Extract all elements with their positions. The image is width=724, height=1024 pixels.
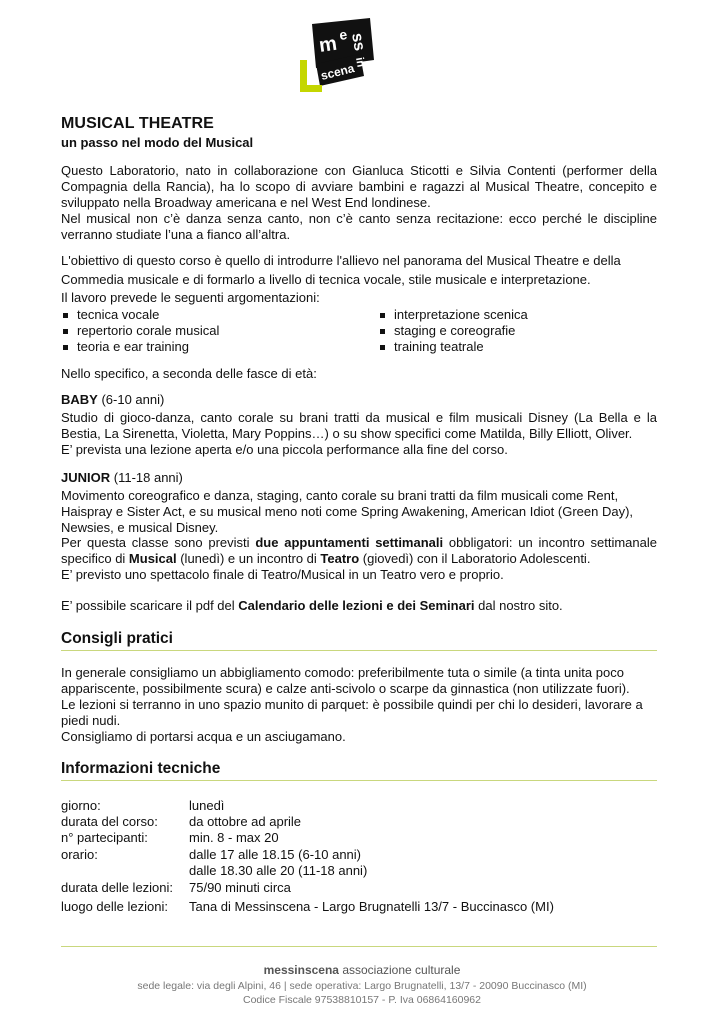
consigli-paragraph-3: Consigliamo di portarsi acqua e un asciugamano. — [61, 729, 346, 744]
consigli-paragraph-2: Le lezioni si terranno in uno spazio munito di parquet: è possibile quindi per chi lo desideri, lavorare a piedi nudi. — [61, 697, 643, 728]
intro-paragraph-1: Questo Laboratorio, nato in collaborazione con Gianluca Sticotti e Silvia Contenti (performer della Compagnia della Rancia), ha lo scopo di avviare bambini e ragazzi al Musical Theatre, concepito e sviluppato nella Broadway americana e nel West End londinese. — [61, 163, 657, 210]
messinscena-logo — [298, 16, 378, 96]
section-divider — [61, 650, 657, 651]
topics-right-column — [378, 307, 528, 355]
svg-text:ss: ss — [348, 31, 368, 53]
junior-range: (11-18 anni) — [113, 470, 183, 485]
intro-paragraph-3a: L'obiettivo di questo corso è quello di introdurre l'allievo nel panorama del Musical Theatre e della — [61, 253, 621, 268]
svg-text:in: in — [353, 56, 367, 69]
svg-text:scena: scena — [319, 61, 356, 83]
age-intro: Nello specifico, a seconda delle fasce di età: — [61, 366, 317, 381]
list-item: teoria e ear training — [61, 339, 219, 355]
footer-divider — [61, 946, 657, 947]
topics-left-column — [61, 307, 219, 355]
baby-heading — [61, 392, 164, 408]
footer-tax-info: Codice Fiscale 97538810157 - P. Iva 06864160962 — [243, 994, 481, 1006]
list-item: interpretazione scenica — [378, 307, 528, 323]
section-heading-info: Informazioni tecniche — [61, 760, 221, 777]
footer-address: sede legale: via degli Alpini, 46 | sede operativa: Largo Brugnatelli, 13/7 - 20090 Buccinasco (MI) — [137, 980, 587, 992]
page-title: MUSICAL THEATRE — [61, 115, 214, 132]
download-note: E’ possibile scaricare il pdf del Calendario delle lezioni e dei Seminari dal nostro sito. — [61, 598, 563, 613]
section-heading-consigli: Consigli pratici — [61, 630, 173, 647]
list-item: tecnica vocale — [61, 307, 219, 323]
junior-label: JUNIOR — [61, 470, 111, 485]
intro-paragraph-2: Nel musical non c’è danza senza canto, non c’è canto senza recitazione: ecco perché le discipline verranno studiate l’una a fianco all’altra. — [61, 211, 657, 242]
consigli-paragraph-1: In generale consigliamo un abbigliamento comodo: preferibilmente tuta o simile (a tinta unita poco appariscente, possibilmente scura) e calze anti-scivolo o scarpe da ginnastica (non utilizzate fuori). — [61, 665, 630, 696]
baby-description: Studio di gioco-danza, canto corale su brani tratti da musical e film musicali Disney (La Bella e la Bestia, La Sirenetta, Violetta, Mary Poppins…) o su show specifici come Matilda, Billy Elliott, Oliver. — [61, 410, 657, 441]
baby-performance-note: E’ prevista una lezione aperta e/o una piccola performance alla fine del corso. — [61, 442, 508, 457]
intro-paragraph-4: Il lavoro prevede le seguenti argomentazioni: — [61, 290, 320, 305]
baby-label: BABY — [61, 392, 98, 407]
list-item: staging e coreografie — [378, 323, 528, 339]
svg-text:m: m — [317, 32, 339, 57]
section-divider — [61, 780, 657, 781]
calendar-link-text: Calendario delle lezioni e dei Seminari — [238, 598, 475, 613]
svg-text:e: e — [338, 26, 349, 43]
junior-heading — [61, 470, 183, 486]
list-item: training teatrale — [378, 339, 528, 355]
intro-paragraph-3b: Commedia musicale e di formarlo a livello di tecnica vocale, stile musicale e interpretazione. — [61, 272, 591, 287]
list-item: repertorio corale musical — [61, 323, 219, 339]
footer-organization: messinscena associazione culturale — [263, 963, 461, 977]
junior-show-note: E’ previsto uno spettacolo finale di Teatro/Musical in un Teatro vero e proprio. — [61, 567, 504, 582]
junior-schedule: Per questa classe sono previsti due appuntamenti settimanali obbligatori: un incontro settimanale specifico di Musical (lunedì) e un incontro di Teatro (giovedì) con il Laboratorio Adolescenti. — [61, 535, 657, 566]
page-subtitle: un passo nel modo del Musical — [61, 135, 254, 150]
baby-range: (6-10 anni) — [101, 392, 165, 407]
junior-description: Movimento coreografico e danza, staging, canto corale su brani tratti da film musicali come Rent, Haispray e Sister Act, e su musical meno noti come Spring Awakening, American Idiot (Green Day), Newsies, e musical Disney. — [61, 488, 634, 535]
